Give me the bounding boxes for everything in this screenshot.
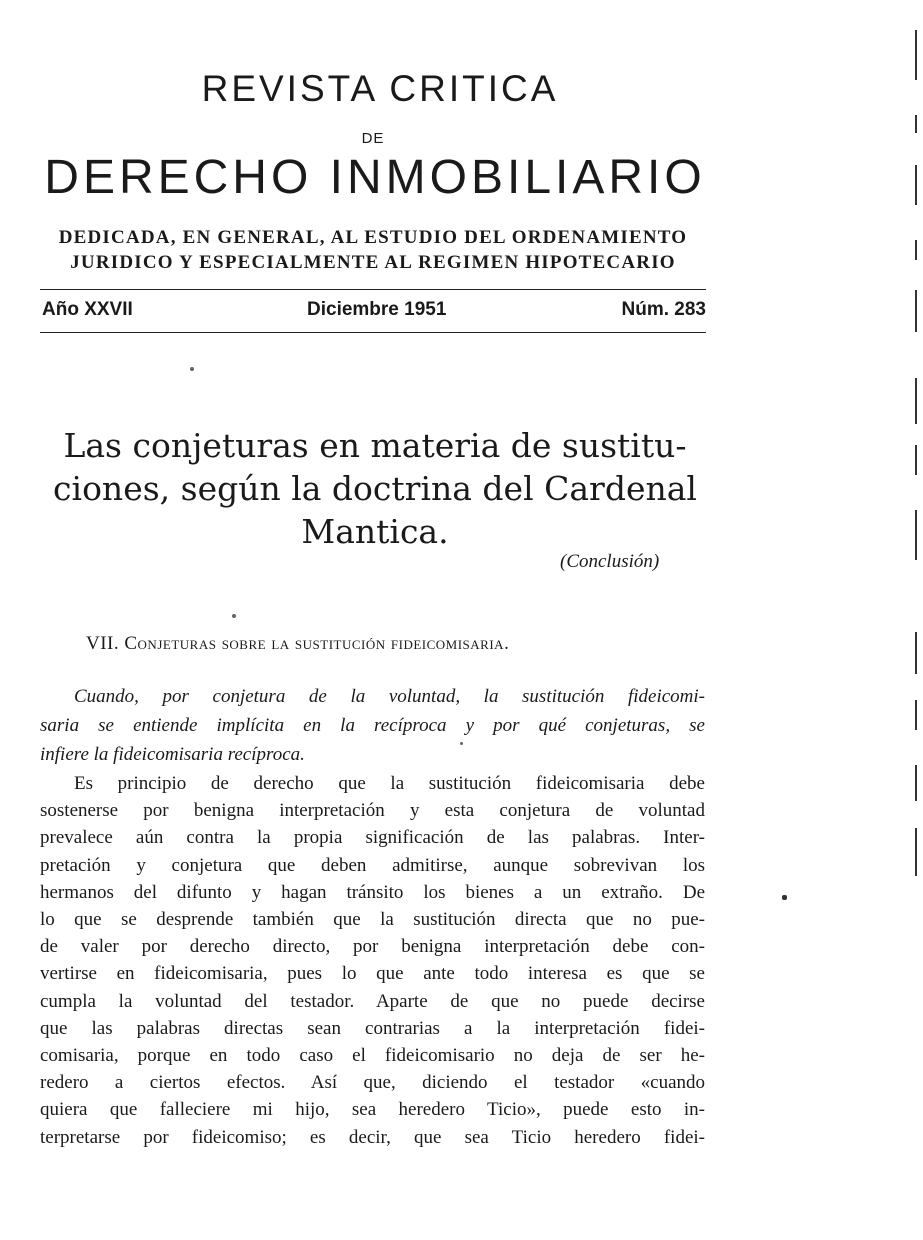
body-line: pretación y conjetura que deben admitirse, aunque sobrevivan los	[40, 854, 705, 876]
scan-edge-tick	[915, 30, 917, 80]
journal-title-de: DE	[361, 130, 385, 147]
body-paragraph	[40, 770, 705, 1151]
body-line: quiera que falleciere mi hijo, sea heredero Ticio», puede esto in-	[40, 1099, 705, 1121]
scan-edge-tick	[915, 445, 917, 475]
header-rule-bottom	[40, 332, 706, 333]
section-summary	[40, 682, 705, 769]
scan-speck	[190, 367, 194, 371]
scan-edge-tick	[915, 632, 917, 674]
article-title-line: Las conjeturas en materia de sustitu-	[63, 426, 687, 465]
body-line: vertirse en fideicomisaria, pues lo que ante todo interesa es que se	[40, 963, 705, 985]
dedication-line-1: DEDICADA, EN GENERAL, AL ESTUDIO DEL ORDENAMIENTO	[58, 227, 688, 248]
body-line: de valer por derecho directo, por benigna interpretación debe con-	[40, 936, 705, 958]
issue-date: Diciembre 1951	[307, 299, 447, 320]
scan-edge-tick	[915, 700, 917, 730]
body-line: sostenerse por benigna interpretación y esta conjetura de voluntad	[40, 800, 705, 822]
issue-info-bar	[40, 299, 706, 327]
scan-edge-tick	[915, 378, 917, 424]
journal-title: REVISTA CRITICA	[201, 68, 559, 109]
scan-edge-tick	[915, 828, 917, 876]
scan-edge-tick	[915, 165, 917, 205]
scan-edge-tick	[915, 510, 917, 560]
body-line: prevalece aún contra la propia significación de las palabras. Inter-	[40, 827, 705, 849]
summary-line: infiere la fideicomisaria recíproca.	[40, 744, 305, 765]
scan-speck	[232, 614, 236, 618]
body-line: Es principio de derecho que la sustitución fideicomisaria debe	[74, 773, 705, 794]
article-title-line: Mantica.	[301, 512, 449, 551]
scan-speck	[460, 742, 463, 745]
conclusion-note: (Conclusión)	[560, 551, 660, 572]
body-line: redero a ciertos efectos. Así que, diciendo el testador «cuando	[40, 1072, 705, 1094]
body-line: cumpla la voluntad del testador. Aparte de que no puede decirse	[40, 990, 705, 1012]
scan-edge-tick	[915, 115, 917, 133]
header-rule-top	[40, 289, 706, 290]
body-line: terpretarse por fideicomiso; es decir, que sea Ticio heredero fidei-	[40, 1126, 705, 1148]
body-line: que las palabras directas sean contrarias a la interpretación fidei-	[40, 1017, 705, 1039]
summary-line: Cuando, por conjetura de la voluntad, la sustitución fideicomi-	[74, 686, 705, 707]
issue-number: Núm. 283	[621, 299, 706, 320]
body-line: comisaria, porque en todo caso el fideicomisario no deja de ser he-	[40, 1045, 705, 1067]
scan-speck	[782, 895, 787, 900]
scan-edge-tick	[915, 765, 917, 801]
scan-edge-tick	[915, 290, 917, 332]
scan-edge-marks	[909, 0, 923, 1240]
dedication-line-2: JURIDICO Y ESPECIALMENTE AL REGIMEN HIPOTECARIO	[70, 252, 676, 273]
article-title	[40, 424, 710, 553]
section-heading: VII. Conjeturas sobre la sustitución fideicomisaria.	[86, 633, 510, 654]
body-line: hermanos del difunto y hagan tránsito los bienes a un extraño. De	[40, 881, 705, 903]
summary-line: saria se entiende implícita en la recíproca y por qué conjeturas, se	[40, 715, 705, 736]
issue-year: Año XXVII	[42, 299, 133, 320]
journal-subject: DERECHO INMOBILIARIO	[44, 151, 706, 204]
scan-edge-tick	[915, 240, 917, 260]
article-title-line: ciones, según la doctrina del Cardenal	[53, 469, 697, 508]
body-line: lo que se desprende también que la sustitución directa que no pue-	[40, 909, 705, 931]
